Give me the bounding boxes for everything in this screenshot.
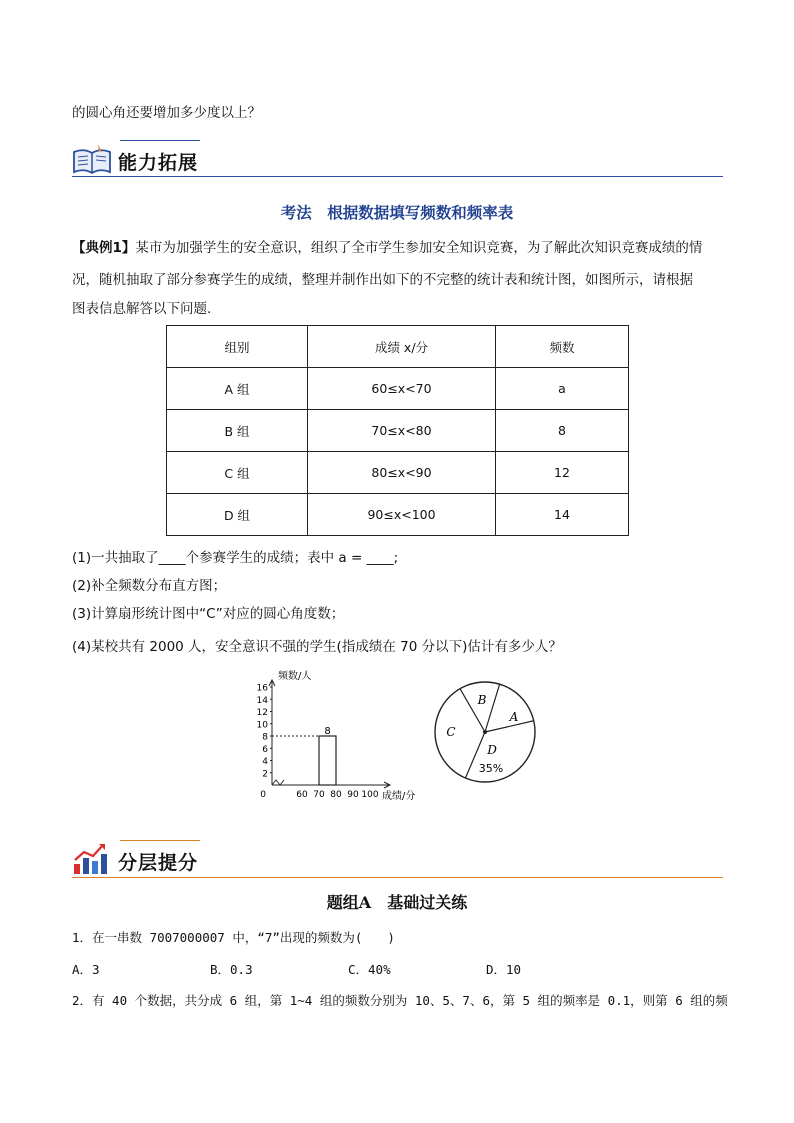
question-1: (1)一共抽取了____个参赛学生的成绩；表中 a = ____; — [72, 550, 399, 566]
example-line-1 — [72, 238, 702, 258]
table-row — [167, 452, 629, 494]
x-tick-label: 70 — [313, 790, 325, 800]
pie-center-dot — [483, 730, 487, 734]
question-2: (2)补全频数分布直方图； — [72, 578, 227, 594]
table-row — [167, 494, 629, 536]
section-header-ability — [72, 138, 723, 182]
section-title: 分层提分 — [118, 852, 199, 874]
question-3: (3)计算扇形统计图中“C”对应的圆心角度数； — [72, 606, 345, 622]
option-b: B．0.3 — [210, 962, 253, 977]
option-a: A．3 — [72, 962, 100, 977]
y-tick-label: 6 — [262, 744, 268, 755]
y-tick-label: 2 — [262, 769, 268, 780]
table-cell: 8 — [496, 410, 629, 452]
section-title: 能力拓展 — [118, 152, 199, 174]
open-book-icon — [72, 142, 112, 176]
table-cell: 12 — [496, 452, 629, 494]
option-d: D．10 — [486, 962, 522, 977]
table-cell: 90≤x<100 — [308, 494, 496, 536]
table-cell: 70≤x<80 — [308, 410, 496, 452]
table-row — [167, 410, 629, 452]
pie-slice-label: B — [477, 693, 487, 707]
example-line-3: 图表信息解答以下问题. — [72, 301, 212, 317]
table-cell: 80≤x<90 — [308, 452, 496, 494]
y-tick-label: 4 — [262, 757, 268, 767]
y-tick-label: 12 — [256, 708, 268, 718]
pie-slice-label: C — [446, 725, 456, 739]
example-text-1: 某市为加强学生的安全意识，组织了全市学生参加安全知识竞赛，为了解此次知识竞赛成绩的情 — [135, 240, 703, 256]
x-tick-label: 80 — [330, 790, 342, 800]
table-cell: D 组 — [167, 494, 308, 536]
question-4: (4)某校共有 2000 人，安全意识不强的学生(指成绩在 70 分以下)估计有多少人？ — [72, 639, 562, 655]
pie-slice-label: A — [509, 710, 519, 724]
table-header-row — [167, 326, 629, 368]
example-label: 【典例1】 — [72, 240, 136, 256]
option-c: C．40% — [348, 962, 391, 977]
axis-break-mark — [272, 780, 284, 785]
table-cell: C 组 — [167, 452, 308, 494]
section-header-tiered — [72, 838, 723, 882]
x-tick-label: 60 — [296, 790, 308, 800]
table-header: 组别 — [167, 326, 308, 368]
table-row — [167, 368, 629, 410]
histogram-x-axis-label: 成绩/分 — [382, 791, 416, 802]
question-stem-1: 1．在一串数 7007000007 中，“7”出现的频数为( ) — [72, 930, 395, 945]
y-tick-label: 0 — [260, 790, 266, 800]
y-tick-label: 10 — [256, 720, 268, 731]
table-header: 频数 — [496, 326, 629, 368]
y-tick-label: 14 — [256, 695, 268, 706]
table-cell: B 组 — [167, 410, 308, 452]
y-tick-label: 16 — [256, 683, 268, 694]
x-tick-label: 100 — [361, 790, 379, 800]
pie-chart — [433, 680, 537, 784]
histogram-bar — [319, 736, 336, 785]
bar-value-label: 8 — [324, 726, 331, 737]
table-header: 成绩 x/分 — [308, 326, 496, 368]
frequency-histogram — [250, 665, 425, 810]
question-options-1 — [72, 960, 592, 980]
group-title: 题组A 基础过关练 — [326, 893, 468, 912]
example-line-2: 况，随机抽取了部分参赛学生的成绩，整理并制作出如下的不完整的统计表和统计图，如图所示，请根据 — [72, 272, 693, 288]
table-cell: 60≤x<70 — [308, 368, 496, 410]
table-cell: a — [496, 368, 629, 410]
pie-slice-label: D — [487, 743, 497, 757]
pie-slice-percent: 35% — [478, 762, 504, 775]
frequency-table — [166, 325, 629, 536]
intro-line: 的圆心角还要增加多少度以上？ — [72, 105, 261, 121]
bar-chart-icon — [72, 842, 108, 876]
method-subtitle: 考法 根据数据填写频数和频率表 — [280, 204, 514, 222]
table-cell: 14 — [496, 494, 629, 536]
question-stem-2: 2．有 40 个数据，共分成 6 组，第 1~4 组的频数分别为 10、5、7、6，第 5 组的频率是 0.1，则第 6 组的频 — [72, 993, 728, 1008]
x-tick-label: 90 — [347, 790, 359, 800]
table-cell: A 组 — [167, 368, 308, 410]
y-tick-label: 8 — [262, 732, 268, 743]
histogram-y-axis-label: 频数/人 — [278, 671, 312, 682]
